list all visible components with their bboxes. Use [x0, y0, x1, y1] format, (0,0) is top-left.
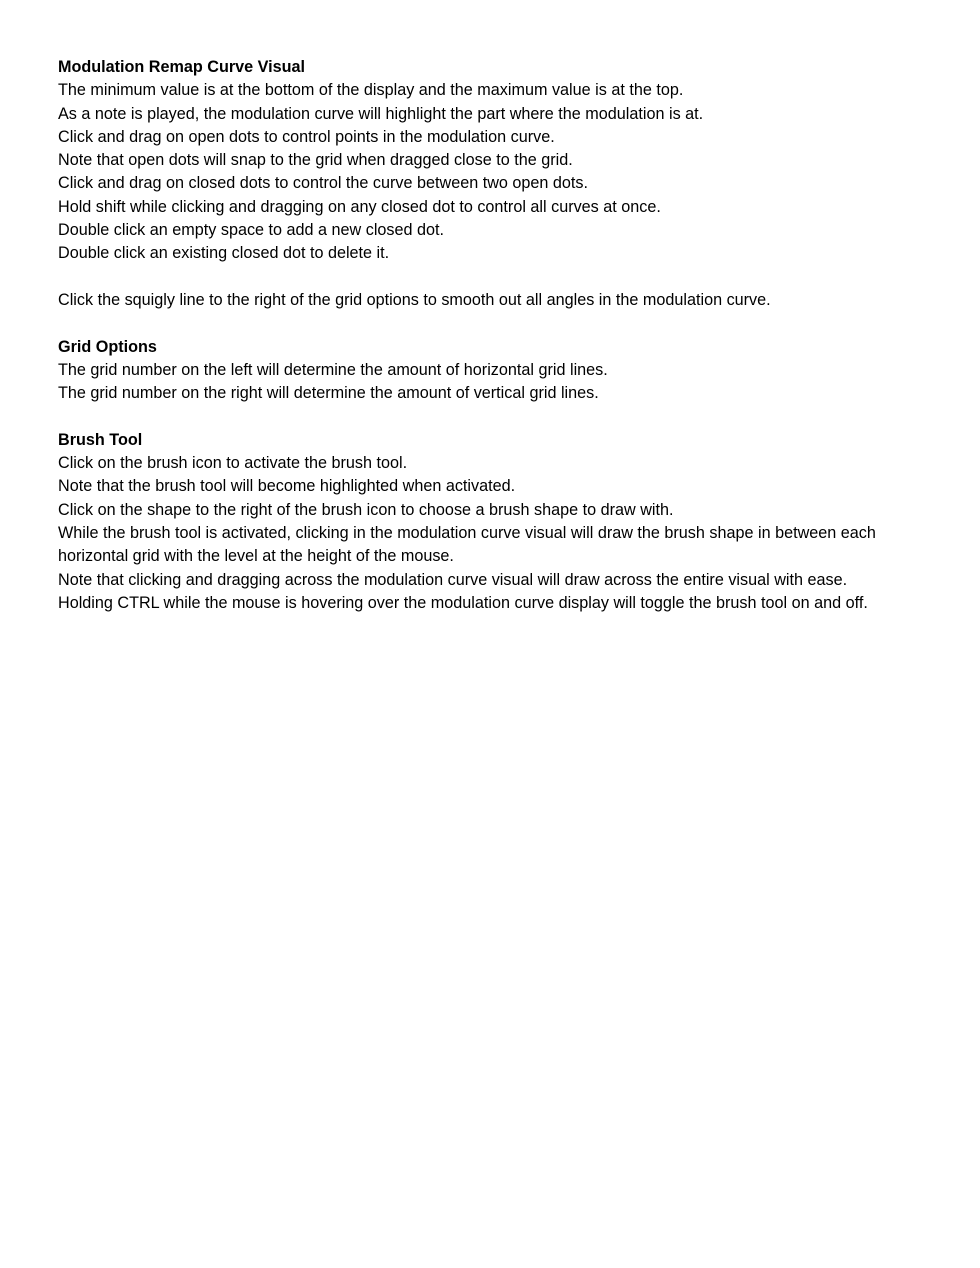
paragraph-line: Click on the brush icon to activate the brush tool. [58, 454, 408, 473]
paragraph-line: Holding CTRL while the mouse is hovering over the modulation curve display will toggle the brush tool on and off. [58, 593, 868, 612]
section-modulation-remap [58, 56, 928, 312]
paragraph-line: While the brush tool is activated, clicking in the modulation curve visual will draw the brush shape in between each horizontal grid with the level at the height of the mouse. [58, 523, 876, 566]
paragraph-line: The minimum value is at the bottom of the display and the maximum value is at the top. [58, 81, 684, 100]
paragraph-line: Click the squigly line to the right of the grid options to smooth out all angles in the modulation curve. [58, 290, 771, 309]
paragraph-line: Click and drag on closed dots to control the curve between two open dots. [58, 174, 589, 193]
section-heading: Modulation Remap Curve Visual [58, 58, 306, 76]
spacer [58, 312, 928, 335]
paragraph-line: Double click an empty space to add a new closed dot. [58, 221, 445, 240]
section-heading: Grid Options [58, 337, 157, 356]
paragraph-line: Note that open dots will snap to the grid when dragged close to the grid. [58, 151, 573, 170]
paragraph-line: Double click an existing closed dot to delete it. [58, 244, 390, 263]
paragraph-line: As a note is played, the modulation curve will highlight the part where the modulation is at. [58, 104, 704, 123]
section-brush-tool [58, 429, 928, 615]
paragraph-line: Note that clicking and dragging across the modulation curve visual will draw across the entire visual with ease. [58, 570, 848, 589]
document-page [58, 56, 928, 615]
spacer [58, 266, 928, 289]
paragraph-line: Click on the shape to the right of the brush icon to choose a brush shape to draw with. [58, 500, 674, 519]
spacer [58, 405, 928, 428]
paragraph-line: Click and drag on open dots to control points in the modulation curve. [58, 127, 555, 146]
section-heading: Brush Tool [58, 430, 143, 449]
paragraph-line: The grid number on the right will determine the amount of vertical grid lines. [58, 384, 599, 403]
paragraph-line: Note that the brush tool will become highlighted when activated. [58, 477, 516, 496]
paragraph-line: The grid number on the left will determine the amount of horizontal grid lines. [58, 360, 608, 379]
paragraph-line: Hold shift while clicking and dragging on any closed dot to control all curves at once. [58, 197, 661, 216]
section-grid-options [58, 336, 928, 406]
